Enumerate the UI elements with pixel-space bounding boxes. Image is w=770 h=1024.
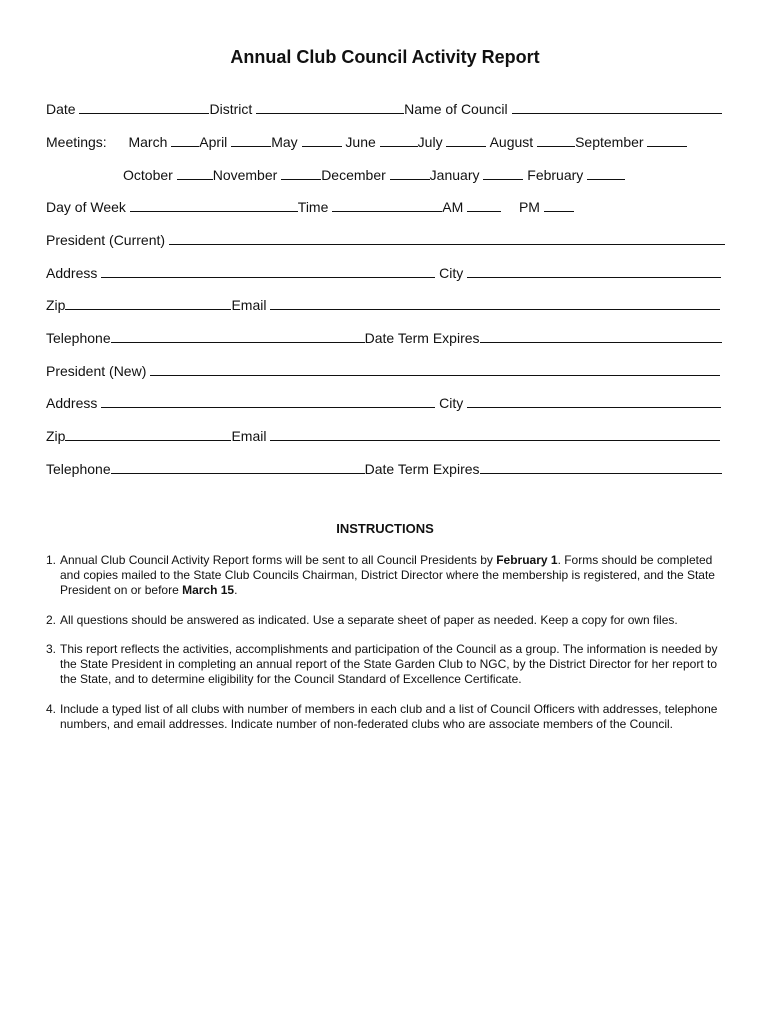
president-current-row: [46, 230, 725, 248]
zip-label: Zip: [46, 428, 66, 444]
instruction-number: 1.: [46, 553, 57, 567]
new-telephone-row: [46, 459, 722, 477]
president-new-label: President (New): [46, 363, 147, 379]
instruction-item-3: [46, 642, 726, 687]
month-december-field[interactable]: [390, 165, 430, 180]
month-february-field[interactable]: [587, 165, 625, 180]
instruction-item-1: [46, 553, 726, 598]
email-label: Email: [231, 297, 267, 313]
new-term-expires-field[interactable]: [480, 459, 722, 474]
month-may-label: May: [271, 134, 298, 150]
time-label: Time: [297, 199, 329, 215]
month-august-label: August: [489, 134, 534, 150]
city-label: City: [439, 265, 464, 281]
instruction-item-2: [46, 613, 726, 628]
month-march-field[interactable]: [171, 132, 199, 147]
month-april-field[interactable]: [231, 132, 271, 147]
new-address-field[interactable]: [101, 393, 435, 408]
telephone-label: Telephone: [46, 461, 111, 477]
month-october-field[interactable]: [177, 165, 213, 180]
new-zip-field[interactable]: [65, 426, 231, 441]
meetings-label: Meetings:: [46, 134, 107, 150]
day-of-week-field[interactable]: [130, 197, 298, 212]
instruction-text: Include a typed list of all clubs with number of members in each club and a list of Council Officers with addresses, telephone numbers, and email addresses. Indicate number of non-federated clubs who are associate members of the Council.: [60, 702, 718, 731]
month-april-label: April: [199, 134, 228, 150]
instructions-heading: INSTRUCTIONS: [336, 521, 434, 536]
email-label: Email: [231, 428, 267, 444]
district-label: District: [209, 101, 253, 117]
month-february-label: February: [527, 167, 584, 183]
zip-label: Zip: [46, 297, 66, 313]
month-november-field[interactable]: [281, 165, 321, 180]
current-term-expires-field[interactable]: [480, 328, 722, 343]
current-telephone-row: [46, 328, 722, 346]
current-zip-field[interactable]: [65, 295, 231, 310]
new-telephone-field[interactable]: [111, 459, 365, 474]
time-field[interactable]: [332, 197, 442, 212]
pm-label: PM: [518, 199, 540, 215]
page-title: Annual Club Council Activity Report: [230, 47, 540, 67]
current-zip-row: [46, 295, 720, 313]
meeting-time-row: [46, 197, 574, 215]
month-august-field[interactable]: [537, 132, 575, 147]
new-city-field[interactable]: [467, 393, 721, 408]
president-new-field[interactable]: [150, 361, 720, 376]
month-december-label: December: [321, 167, 386, 183]
date-field[interactable]: [79, 99, 209, 114]
month-september-label: September: [575, 134, 644, 150]
new-zip-row: [46, 426, 720, 444]
month-january-field[interactable]: [483, 165, 523, 180]
current-telephone-field[interactable]: [111, 328, 365, 343]
day-of-week-label: Day of Week: [46, 199, 126, 215]
instruction-text: This report reflects the activities, accomplishments and participation of the Council as a group. The information is needed by the State President in completing an annual report of the State Garden Club to NGC, by the District Director for her report to the State, and to determine eligibility for the Council Standard of Excellence Certificate.: [60, 642, 718, 686]
president-current-label: President (Current): [46, 232, 166, 248]
name-of-council-field[interactable]: [512, 99, 722, 114]
month-june-label: June: [345, 134, 376, 150]
new-address-row: [46, 393, 721, 411]
date-term-expires-label: Date Term Expires: [364, 330, 480, 346]
address-label: Address: [46, 265, 98, 281]
pm-field[interactable]: [544, 197, 574, 212]
city-label: City: [439, 395, 464, 411]
instruction-text: All questions should be answered as indicated. Use a separate sheet of paper as needed. Keep a copy for own files.: [60, 613, 678, 627]
instruction-number: 3.: [46, 642, 57, 656]
month-july-field[interactable]: [446, 132, 486, 147]
district-field[interactable]: [256, 99, 404, 114]
date-label: Date: [46, 101, 76, 117]
president-new-row: [46, 361, 720, 379]
month-september-field[interactable]: [647, 132, 687, 147]
council-info-row: [46, 99, 722, 117]
am-field[interactable]: [467, 197, 501, 212]
new-email-field[interactable]: [270, 426, 720, 441]
current-email-field[interactable]: [270, 295, 720, 310]
am-label: AM: [442, 199, 464, 215]
month-october-label: October: [123, 167, 173, 183]
instruction-item-4: [46, 702, 726, 732]
name-of-council-label: Name of Council: [404, 101, 508, 117]
current-address-field[interactable]: [101, 263, 435, 278]
month-june-field[interactable]: [380, 132, 418, 147]
address-label: Address: [46, 395, 98, 411]
instruction-text: Annual Club Council Activity Report forms will be sent to all Council Presidents by February 1. Forms should be completed and copies mailed to the State Club Councils Chairman, District Director where the membership is registered, and the State President on or before March 15.: [60, 553, 715, 597]
meetings-row-1: [46, 132, 687, 150]
president-current-field[interactable]: [169, 230, 725, 245]
meetings-row-2: [123, 165, 625, 183]
month-november-label: November: [212, 167, 278, 183]
month-july-label: July: [417, 134, 443, 150]
current-city-field[interactable]: [467, 263, 721, 278]
date-term-expires-label: Date Term Expires: [364, 461, 480, 477]
instruction-number: 2.: [46, 613, 57, 627]
telephone-label: Telephone: [46, 330, 111, 346]
instruction-number: 4.: [46, 702, 57, 716]
month-march-label: March: [128, 134, 168, 150]
current-address-row: [46, 263, 721, 281]
month-january-label: January: [429, 167, 480, 183]
month-may-field[interactable]: [302, 132, 342, 147]
